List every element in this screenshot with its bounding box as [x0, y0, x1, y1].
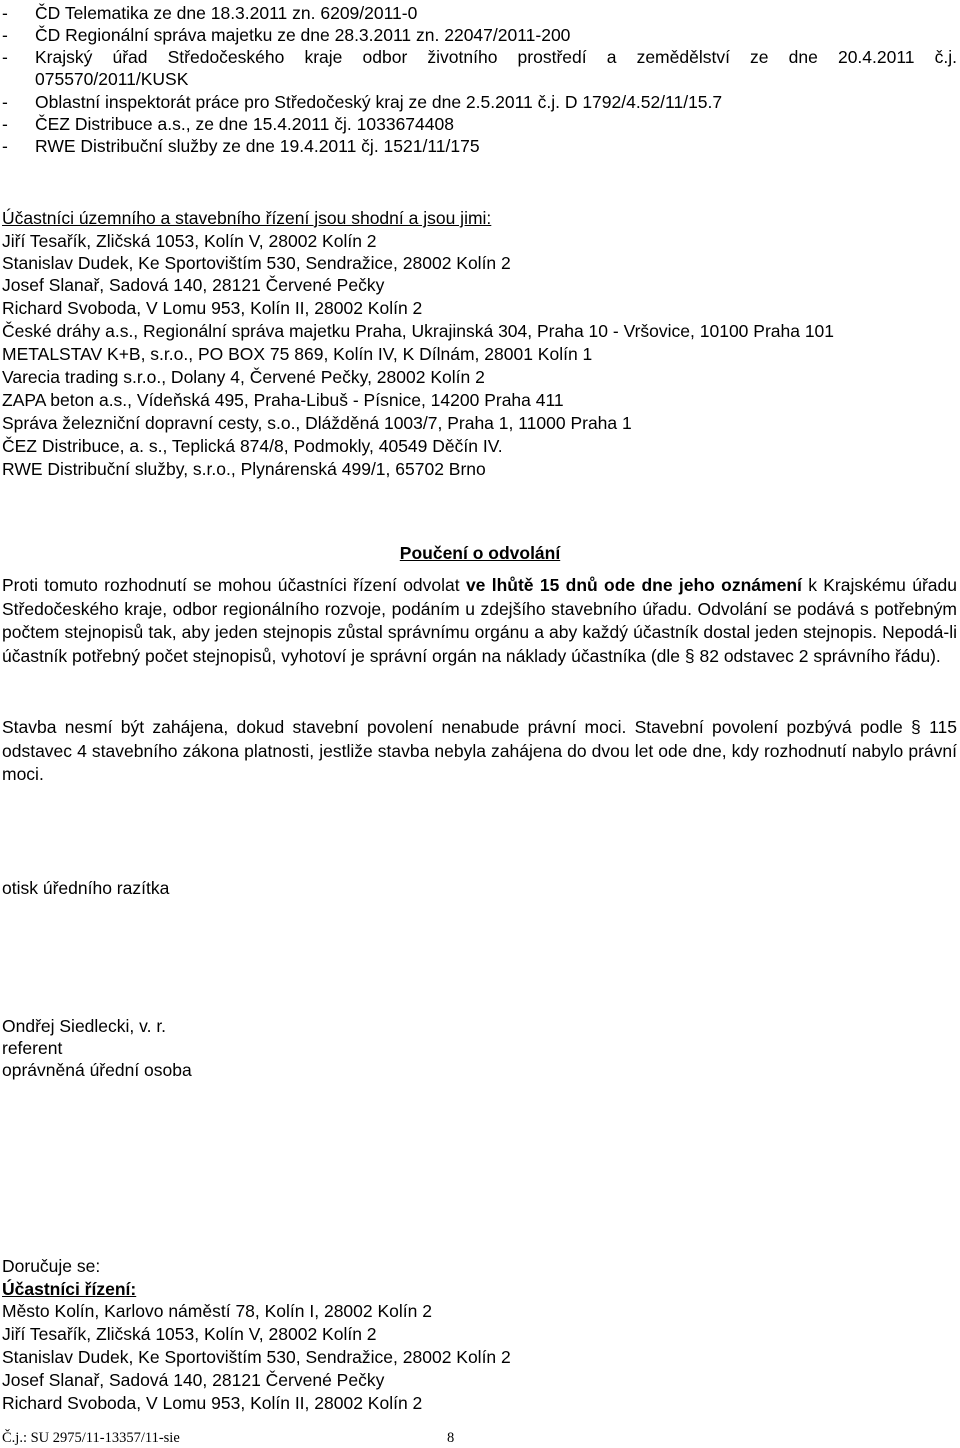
stamp-placeholder: otisk úředního razítka: [2, 878, 170, 898]
page-number: 8: [447, 1430, 455, 1446]
list-item-text: ČD Telematika ze dne 18.3.2011 zn. 6209/2011-0: [35, 3, 418, 23]
list-item-text: ČEZ Distribuce a.s., ze dne 15.4.2011 čj. 1033674408: [35, 114, 454, 134]
list-item-text: Oblastní inspektorát práce pro Středočeský kraj ze dne 2.5.2011 č.j. D 1792/4.52/11/15.7: [35, 92, 723, 112]
dash: -: [2, 136, 8, 156]
participant: Správa železniční dopravní cesty, s.o., Dlážděná 1003/7, Praha 1, 11000 Praha 1: [2, 413, 632, 433]
list-item-text: RWE Distribuční služby ze dne 19.4.2011 čj. 1521/11/175: [35, 136, 480, 156]
participant: RWE Distribuční služby, s.r.o., Plynárenská 499/1, 65702 Brno: [2, 459, 486, 479]
participant: ZAPA beton a.s., Vídeňská 495, Praha-Libuš - Písnice, 14200 Praha 411: [2, 390, 564, 410]
construction-notice-paragraph: Stavba nesmí být zahájena, dokud stavební povolení nenabude právní moci. Stavební povolení pozbývá podle § 115 odstavec 4 stavebního zákona platnosti, jestliže stavba nebyla zahájena do dvou let ode dne, kdy rozhodnutí nabylo právní moci.: [2, 717, 957, 784]
participant: Varecia trading s.r.o., Dolany 4, Červené Pečky, 28002 Kolín 2: [2, 367, 485, 387]
dash: -: [2, 25, 8, 45]
participant: České dráhy a.s., Regionální správa majetku Praha, Ukrajinská 304, Praha 10 - Vršovice, 10100 Praha 101: [2, 321, 835, 341]
delivery-recipient: Jiří Tesařík, Zličská 1053, Kolín V, 28002 Kolín 2: [2, 1324, 377, 1344]
appeal-paragraph: [2, 574, 957, 668]
appeal-text: Proti tomuto rozhodnutí se mohou účastníci řízení odvolat: [2, 575, 466, 595]
list-item-text: 075570/2011/KUSK: [35, 69, 189, 89]
dash: -: [2, 47, 8, 67]
participant: METALSTAV K+B, s.r.o., PO BOX 75 869, Kolín IV, K Dílnám, 28001 Kolín 1: [2, 344, 593, 364]
footer-reference: Č.j.: SU 2975/11-13357/11-sie: [2, 1430, 180, 1446]
signatory-role: referent: [2, 1038, 63, 1058]
participant: Josef Slanař, Sadová 140, 28121 Červené Pečky: [2, 275, 385, 295]
signatory-authority: oprávněná úřední osoba: [2, 1060, 192, 1080]
participant: Jiří Tesařík, Zličská 1053, Kolín V, 28002 Kolín 2: [2, 231, 377, 251]
list-item-text: Krajský úřad Středočeského kraje odbor životního prostředí a zemědělství ze dne 20.4.2011 č.j.: [35, 47, 957, 67]
dash: -: [2, 92, 8, 112]
delivery-recipient: Josef Slanař, Sadová 140, 28121 Červené Pečky: [2, 1370, 385, 1390]
delivery-subheading: Účastníci řízení:: [2, 1279, 137, 1299]
delivery-recipient: Richard Svoboda, V Lomu 953, Kolín II, 28002 Kolín 2: [2, 1393, 423, 1413]
delivery-recipient: Město Kolín, Karlovo náměstí 78, Kolín I, 28002 Kolín 2: [2, 1301, 432, 1321]
delivery-recipient: Stanislav Dudek, Ke Sportovištím 530, Sendražice, 28002 Kolín 2: [2, 1347, 511, 1367]
dash: -: [2, 3, 8, 23]
participant: Richard Svoboda, V Lomu 953, Kolín II, 28002 Kolín 2: [2, 298, 423, 318]
appeal-heading: Poučení o odvolání: [399, 543, 561, 563]
appeal-deadline: ve lhůtě 15 dnů ode dne jeho oznámení: [465, 575, 802, 595]
dash: -: [2, 114, 8, 134]
signatory-name: Ondřej Siedlecki, v. r.: [2, 1016, 167, 1036]
page-footer: [2, 1430, 455, 1447]
participant: ČEZ Distribuce, a. s., Teplická 874/8, Podmokly, 40549 Děčín IV.: [2, 436, 503, 456]
list-item-text: ČD Regionální správa majetku ze dne 28.3.2011 zn. 22047/2011-200: [35, 25, 571, 45]
participants-heading: Účastníci územního a stavebního řízení jsou shodní a jsou jimi:: [2, 208, 492, 228]
participant: Stanislav Dudek, Ke Sportovištím 530, Sendražice, 28002 Kolín 2: [2, 253, 511, 273]
appeal-text: k Krajskému úřadu Středočeského kraje, odbor regionálního rozvoje, podáním u zdejšího stavebního úřadu. Odvolání se podává s potřebným počtem stejnopisů tak, aby jeden stejnopis zůstal správnímu orgánu a aby každý účastník dostal jeden stejnopis. Nepodá-li účastník potřebný počet stejnopisů, vyhotoví je správní orgán na náklady účastníka (dle § 82 odstavec 2 správního řádu).: [2, 575, 957, 666]
delivery-heading: Doručuje se:: [2, 1256, 101, 1276]
